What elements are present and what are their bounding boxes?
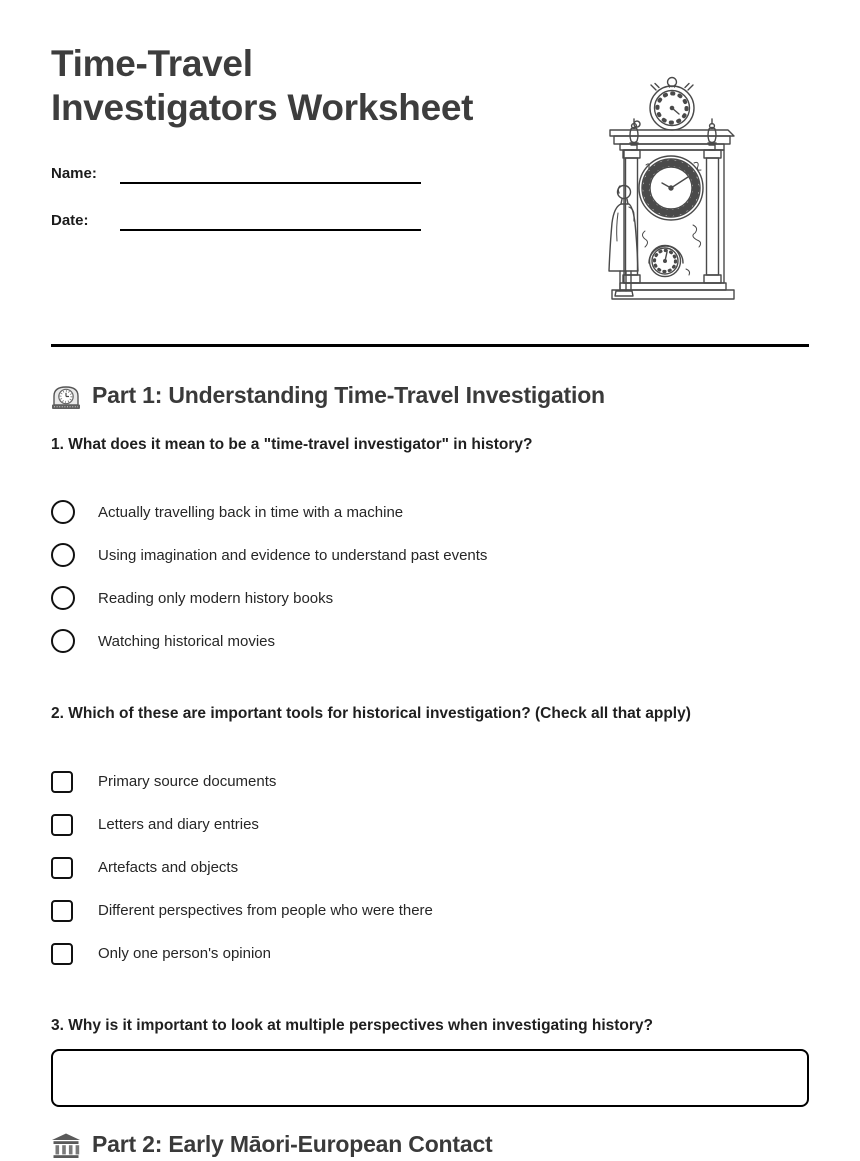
part2-heading <box>51 1131 809 1158</box>
part2-heading-text: Part 2: Early Māori-European Contact <box>92 1131 493 1158</box>
name-write-line[interactable] <box>120 162 421 184</box>
question-3: 3. Why is it important to look at multiple perspectives when investigating history? <box>51 1017 654 1035</box>
date-field-row <box>51 209 421 231</box>
question-2-options <box>51 770 809 965</box>
antique-clock-illustration <box>598 73 748 303</box>
question-1-options <box>51 500 809 653</box>
radio-button[interactable] <box>51 500 75 524</box>
radio-option <box>51 543 809 567</box>
checkbox-option <box>51 942 809 965</box>
checkbox-option-label: Letters and diary entries <box>98 816 259 834</box>
radio-option-label: Actually travelling back in time with a machine <box>98 503 404 521</box>
checkbox-option <box>51 856 809 879</box>
radio-button[interactable] <box>51 629 75 653</box>
checkbox[interactable] <box>51 771 73 793</box>
name-label: Name: <box>51 165 97 183</box>
page-title-line1: Time-Travel <box>51 43 253 84</box>
radio-button[interactable] <box>51 586 75 610</box>
part1-heading <box>51 382 809 409</box>
page-title <box>51 42 521 129</box>
radio-option-label: Reading only modern history books <box>98 589 334 607</box>
question-2: 2. Which of these are important tools for historical investigation? (Check all that apply) <box>51 705 691 723</box>
question-1: 1. What does it mean to be a "time-travel investigator" in history? <box>51 436 533 454</box>
radio-option-label: Using imagination and evidence to understand past events <box>98 546 488 564</box>
section-divider <box>51 344 809 347</box>
classical-building-icon <box>51 1132 81 1158</box>
checkbox[interactable] <box>51 943 73 965</box>
radio-option <box>51 500 809 524</box>
radio-button[interactable] <box>51 543 75 567</box>
mantel-clock-icon <box>51 383 81 409</box>
checkbox-option-label: Different perspectives from people who were there <box>98 902 433 920</box>
checkbox-option <box>51 813 809 836</box>
checkbox-option <box>51 770 809 793</box>
q3-answer-box[interactable] <box>51 1049 809 1107</box>
radio-option-label: Watching historical movies <box>98 632 276 650</box>
checkbox-option <box>51 899 809 922</box>
checkbox-option-label: Only one person's opinion <box>98 945 271 963</box>
checkbox-option-label: Artefacts and objects <box>98 859 239 877</box>
name-field-row <box>51 162 421 184</box>
part1-heading-text: Part 1: Understanding Time-Travel Investigation <box>92 382 605 409</box>
page-title-line2: Investigators Worksheet <box>51 86 474 128</box>
checkbox-option-label: Primary source documents <box>98 773 277 791</box>
date-write-line[interactable] <box>120 209 421 231</box>
radio-option <box>51 586 809 610</box>
checkbox[interactable] <box>51 857 73 879</box>
checkbox[interactable] <box>51 900 73 922</box>
checkbox[interactable] <box>51 814 73 836</box>
date-label: Date: <box>51 212 89 230</box>
radio-option <box>51 629 809 653</box>
